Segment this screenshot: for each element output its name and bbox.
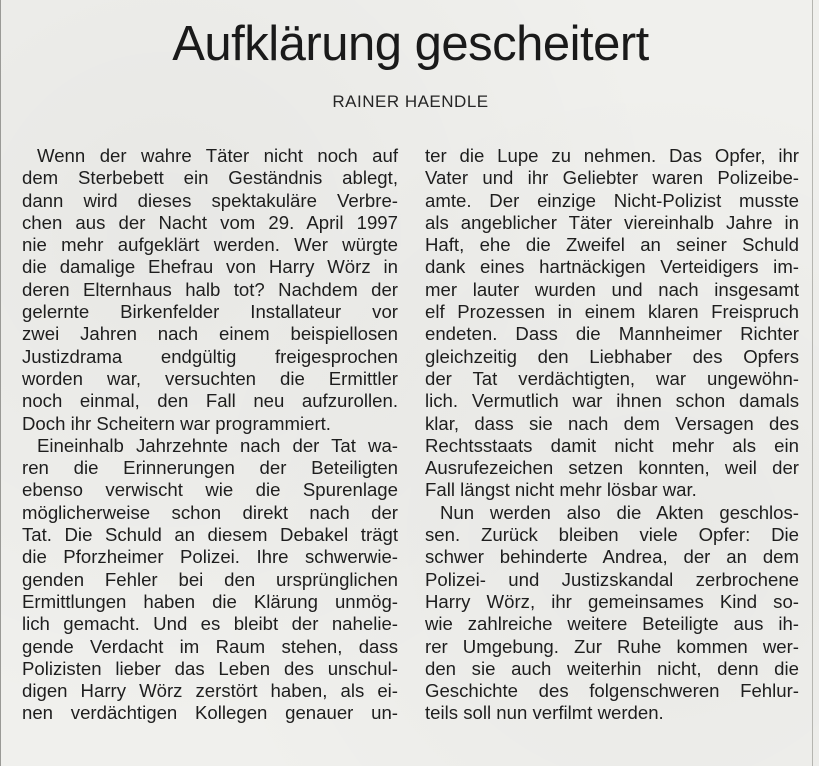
text-line: teils soll nun verfilmt werden.: [425, 702, 664, 724]
article-byline: RAINER HAENDLE: [332, 92, 489, 111]
text-line: dann wird dieses spektakuläre Verbre-: [22, 189, 398, 211]
text-line: Harry Wörz, ihr gemeinsames Kind so-: [425, 590, 799, 612]
text-line: Nun werden also die Akten geschlos-: [440, 501, 799, 523]
text-line: chen aus der Nacht vom 29. April 1997: [22, 211, 398, 233]
text-line: rer Umgebung. Zur Ruhe kommen wer-: [425, 635, 799, 657]
text-line: gleichzeitig den Liebhaber des Opfers: [425, 345, 799, 367]
text-line: Vater und ihr Geliebter waren Polizeibe-: [425, 167, 799, 189]
article-headline: Aufklärung gescheitert: [172, 17, 649, 71]
text-line: die damalige Ehefrau von Harry Wörz in: [22, 256, 398, 278]
text-line: Justizdrama endgültig freigesprochen: [22, 345, 398, 367]
text-line: gende Verdacht im Raum stehen, dass: [22, 635, 398, 657]
column-rule: [812, 0, 813, 766]
text-line: der Tat verdächtigten, war ungewöhn-: [425, 367, 799, 389]
text-line: digen Harry Wörz zerstört haben, als ei-: [22, 680, 398, 702]
text-line: lich gemacht. Und es bleibt der nahelie-: [22, 613, 398, 635]
text-line: Tat. Die Schuld an diesem Debakel trägt: [22, 524, 398, 546]
text-line: dank eines hartnäckigen Verteidigers im-: [425, 256, 799, 278]
text-line: ren die Erinnerungen der Beteiligten: [22, 457, 398, 479]
text-line: Geschichte des folgenschweren Fehlur-: [425, 680, 799, 702]
text-line: lich. Vermutlich war ihnen schon damals: [425, 390, 799, 412]
text-line: möglicherweise schon direkt nach der: [22, 501, 398, 523]
text-line: sen. Zurück bleiben viele Opfer: Die: [425, 524, 799, 546]
text-line: mer lauter wurden und nach insgesamt: [425, 278, 799, 300]
text-line: Haft, ehe die Zweifel an seiner Schuld: [425, 234, 799, 256]
text-line: den sie auch weiterhin nicht, denn die: [425, 657, 799, 679]
text-line: Ausrufezeichen setzen konnten, weil der: [425, 457, 799, 479]
text-line: ter die Lupe zu nehmen. Das Opfer, ihr: [425, 145, 799, 166]
text-line: deren Elternhaus halb tot? Nachdem der: [22, 278, 398, 300]
text-line: zwei Jahren nach einem beispiellosen: [22, 323, 398, 345]
text-line: schwer behinderte Andrea, der an dem: [425, 546, 799, 568]
text-line: Polizisten lieber das Leben des unschul-: [22, 657, 398, 679]
text-line: ebenso verwischt wie die Spurenlage: [22, 479, 398, 501]
text-line: noch einmal, den Fall neu aufzurollen.: [22, 390, 398, 412]
text-line: nen verdächtigen Kollegen genauer un-: [22, 702, 398, 724]
text-line: Doch ihr Scheitern war programmiert.: [22, 412, 331, 434]
text-line: Fall längst nicht mehr lösbar war.: [425, 479, 697, 501]
text-line: klar, dass sie nach dem Versagen des: [425, 412, 799, 434]
text-line: Rechtsstaats damit nicht mehr als ein: [425, 434, 799, 456]
text-line: Eineinhalb Jahrzehnte nach der Tat wa-: [37, 434, 398, 456]
text-line: Wenn der wahre Täter nicht noch auf: [37, 145, 398, 166]
text-line: worden war, versuchten die Ermittler: [22, 367, 398, 389]
text-line: die Pforzheimer Polizei. Ihre schwerwie-: [22, 546, 398, 568]
text-line: als angeblicher Täter viereinhalb Jahre in: [425, 211, 799, 233]
text-line: Ermittlungen haben die Klärung unmög-: [22, 590, 398, 612]
article-column-left: [22, 145, 398, 725]
article-column-right: [425, 145, 799, 725]
text-line: gelernte Birkenfelder Installateur vor: [22, 301, 398, 323]
text-line: Polizei- und Justizskandal zerbrochene: [425, 568, 799, 590]
text-line: endeten. Dass die Mannheimer Richter: [425, 323, 799, 345]
text-line: dem Sterbebett ein Geständnis ablegt,: [22, 167, 398, 189]
text-line: genden Fehler bei den ursprünglichen: [22, 568, 398, 590]
text-line: amte. Der einzige Nicht-Polizist musste: [425, 189, 799, 211]
text-line: elf Prozessen in einem klaren Freispruch: [425, 301, 799, 323]
text-line: wie zahlreiche weitere Beteiligte aus ih-: [425, 613, 799, 635]
text-line: nie mehr aufgeklärt werden. Wer würgte: [22, 234, 398, 256]
